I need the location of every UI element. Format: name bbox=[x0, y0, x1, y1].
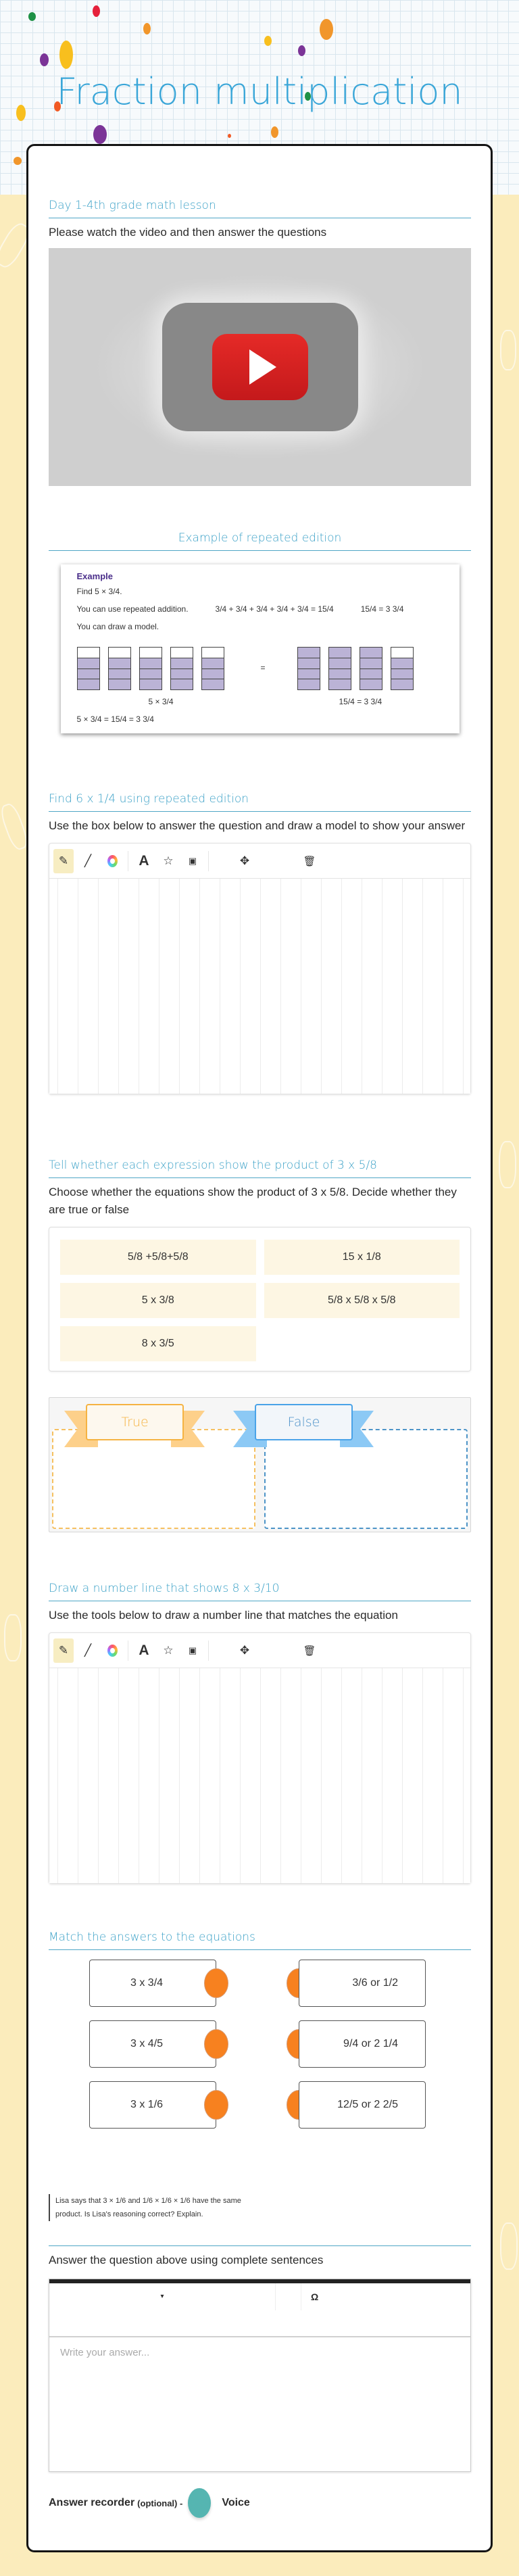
image-icon[interactable]: ▣ bbox=[188, 855, 197, 866]
paint-splat bbox=[40, 53, 49, 66]
image-icon[interactable]: ▣ bbox=[188, 1645, 197, 1655]
open-response-section bbox=[49, 2194, 471, 2518]
model-left bbox=[77, 647, 224, 690]
match-row bbox=[49, 2081, 471, 2142]
model-right bbox=[297, 647, 414, 690]
true-ribbon bbox=[64, 1404, 205, 1440]
example-line-2 bbox=[77, 619, 443, 634]
video-player[interactable] bbox=[49, 248, 471, 486]
move-icon[interactable]: ✥ bbox=[239, 1643, 250, 1657]
example-image bbox=[61, 564, 460, 733]
recorder-label: Answer recorder bbox=[49, 2497, 135, 2508]
example-heading: Example bbox=[76, 571, 113, 581]
match-connector-left[interactable] bbox=[204, 2029, 228, 2059]
toolbar-spacer bbox=[276, 2283, 301, 2310]
sort-item[interactable]: 15 x 1/8 bbox=[264, 1240, 460, 1275]
text-tool-icon[interactable]: A bbox=[139, 1642, 149, 1658]
false-ribbon bbox=[233, 1404, 374, 1440]
youtube-play-icon[interactable] bbox=[212, 334, 308, 400]
section-title: Example of repeated edition bbox=[49, 531, 471, 551]
match-connector-left[interactable] bbox=[204, 1968, 228, 1998]
section-instruction: Please watch the video and then answer the questions bbox=[49, 226, 327, 239]
format-dropdown[interactable] bbox=[49, 2283, 276, 2310]
section-title: Draw a number line that shows 8 x 3/10 bbox=[49, 1582, 471, 1601]
color-picker-icon[interactable] bbox=[102, 1638, 122, 1663]
drawing-section-1 bbox=[49, 792, 471, 1094]
model-left-label: 5 × 3/4 bbox=[148, 697, 174, 706]
drawing-canvas[interactable] bbox=[49, 1668, 470, 1883]
special-character-icon[interactable]: Ω bbox=[311, 2291, 319, 2302]
paint-splat bbox=[264, 36, 272, 46]
example-find-text: Find 5 × 3/4. bbox=[76, 587, 122, 596]
paint-splat bbox=[298, 45, 305, 56]
section-title: Match the answers to the equations bbox=[49, 1930, 471, 1950]
play-icon bbox=[249, 349, 276, 385]
true-false-categories bbox=[49, 1397, 471, 1532]
paint-splat bbox=[93, 125, 107, 144]
example-summary: 5 × 3/4 = 15/4 = 3 3/4 bbox=[76, 714, 154, 724]
record-voice-button[interactable] bbox=[188, 2488, 211, 2518]
paint-splat bbox=[143, 23, 151, 34]
match-right-card[interactable]: 9/4 or 2 1/4 bbox=[299, 2020, 426, 2068]
question-text bbox=[49, 2194, 471, 2221]
trash-icon[interactable]: 🗑 bbox=[303, 855, 316, 867]
video-thumbnail bbox=[162, 303, 358, 431]
true-label: True bbox=[86, 1404, 184, 1440]
example-line-1-text: You can use repeated addition. bbox=[76, 604, 189, 614]
example-line-2-text: You can draw a model. bbox=[76, 622, 159, 631]
paint-splat bbox=[228, 134, 231, 138]
section-instruction: Choose whether the equations show the product of 3 x 5/8. Decide whether they are true or false bbox=[49, 1186, 457, 1216]
drawing-toolbar bbox=[49, 1633, 470, 1668]
drawing-toolbar bbox=[49, 844, 470, 879]
section-title: Tell whether each expression show the product of 3 x 5/8 bbox=[49, 1159, 471, 1178]
paint-splat bbox=[320, 19, 333, 40]
sort-item[interactable]: 5 x 3/8 bbox=[60, 1283, 256, 1318]
section-instruction: Answer the question above using complete sentences bbox=[49, 2254, 324, 2266]
question-line-2: product. Is Lisa's reasoning correct? Explain. bbox=[55, 2210, 203, 2218]
drawing-board bbox=[49, 1632, 471, 1884]
brush-icon[interactable]: ╱ bbox=[84, 854, 92, 867]
model-equals: = bbox=[260, 663, 266, 673]
paint-splat bbox=[28, 12, 36, 21]
match-left-card[interactable]: 3 x 3/4 bbox=[89, 1960, 216, 2007]
sort-item[interactable]: 8 x 3/5 bbox=[60, 1326, 256, 1361]
color-picker-icon[interactable] bbox=[102, 849, 122, 873]
question-image bbox=[49, 2194, 471, 2246]
text-tool-icon[interactable]: A bbox=[139, 852, 149, 869]
example-line-1 bbox=[77, 602, 443, 616]
drawing-section-2 bbox=[49, 1582, 471, 1884]
sort-items-pool bbox=[49, 1227, 471, 1371]
match-row bbox=[49, 2020, 471, 2081]
star-icon[interactable]: ☆ bbox=[163, 854, 174, 867]
star-icon[interactable]: ☆ bbox=[163, 1643, 174, 1657]
match-right-card[interactable]: 3/6 or 1/2 bbox=[299, 1960, 426, 2007]
rich-text-editor bbox=[49, 2279, 471, 2472]
drawing-board bbox=[49, 843, 471, 1094]
match-connector-left[interactable] bbox=[204, 2090, 228, 2120]
answer-textarea[interactable]: Write your answer... bbox=[60, 2347, 150, 2358]
example-find bbox=[77, 584, 443, 599]
paint-splat bbox=[93, 5, 100, 17]
question-line-1: Lisa says that 3 × 1/6 and 1/6 × 1/6 × 1/6 have the same bbox=[55, 2197, 241, 2205]
example-line-1-math: 3/4 + 3/4 + 3/4 + 3/4 + 3/4 = 15/4 bbox=[215, 604, 334, 614]
match-left-card[interactable]: 3 x 1/6 bbox=[89, 2081, 216, 2129]
pencil-icon[interactable]: ✎ bbox=[53, 1638, 74, 1663]
section-instruction: Use the tools below to draw a number line that matches the equation bbox=[49, 1609, 398, 1622]
false-label: False bbox=[255, 1404, 353, 1440]
chevron-down-icon: ▾ bbox=[160, 2293, 164, 2300]
recorder-optional: (optional) - bbox=[137, 2498, 183, 2508]
match-list bbox=[49, 1960, 471, 2142]
match-section bbox=[49, 1930, 471, 2142]
video-section bbox=[49, 199, 471, 486]
example-line-1-math2: 15/4 = 3 3/4 bbox=[360, 604, 404, 614]
paint-splat bbox=[14, 157, 22, 165]
model-right-label: 15/4 = 3 3/4 bbox=[339, 697, 382, 706]
match-left-card[interactable]: 3 x 4/5 bbox=[89, 2020, 216, 2068]
section-title: Find 6 x 1/4 using repeated edition bbox=[49, 792, 471, 812]
paint-splat bbox=[271, 126, 278, 138]
section-title: Day 1-4th grade math lesson bbox=[49, 199, 471, 218]
editor-toolbar bbox=[49, 2283, 470, 2337]
sort-item[interactable]: 5/8 x 5/8 x 5/8 bbox=[264, 1283, 460, 1318]
sort-section bbox=[49, 1159, 471, 1532]
match-row bbox=[49, 1960, 471, 2020]
drawing-canvas[interactable] bbox=[49, 879, 470, 1094]
match-right-card[interactable]: 12/5 or 2 2/5 bbox=[299, 2081, 426, 2129]
brush-icon[interactable]: ╱ bbox=[84, 1643, 92, 1657]
move-icon[interactable]: ✥ bbox=[239, 854, 250, 867]
section-instruction: Use the box below to answer the question and draw a model to show your answer bbox=[49, 819, 466, 832]
page-title: Fraction multiplication bbox=[56, 70, 463, 113]
trash-icon[interactable]: 🗑 bbox=[303, 1645, 316, 1657]
answer-recorder bbox=[49, 2488, 471, 2518]
paint-splat bbox=[59, 41, 73, 69]
sort-item[interactable]: 5/8 +5/8+5/8 bbox=[60, 1240, 256, 1275]
example-section bbox=[49, 531, 471, 733]
voice-label: Voice bbox=[222, 2497, 250, 2508]
pencil-icon[interactable]: ✎ bbox=[53, 849, 74, 873]
